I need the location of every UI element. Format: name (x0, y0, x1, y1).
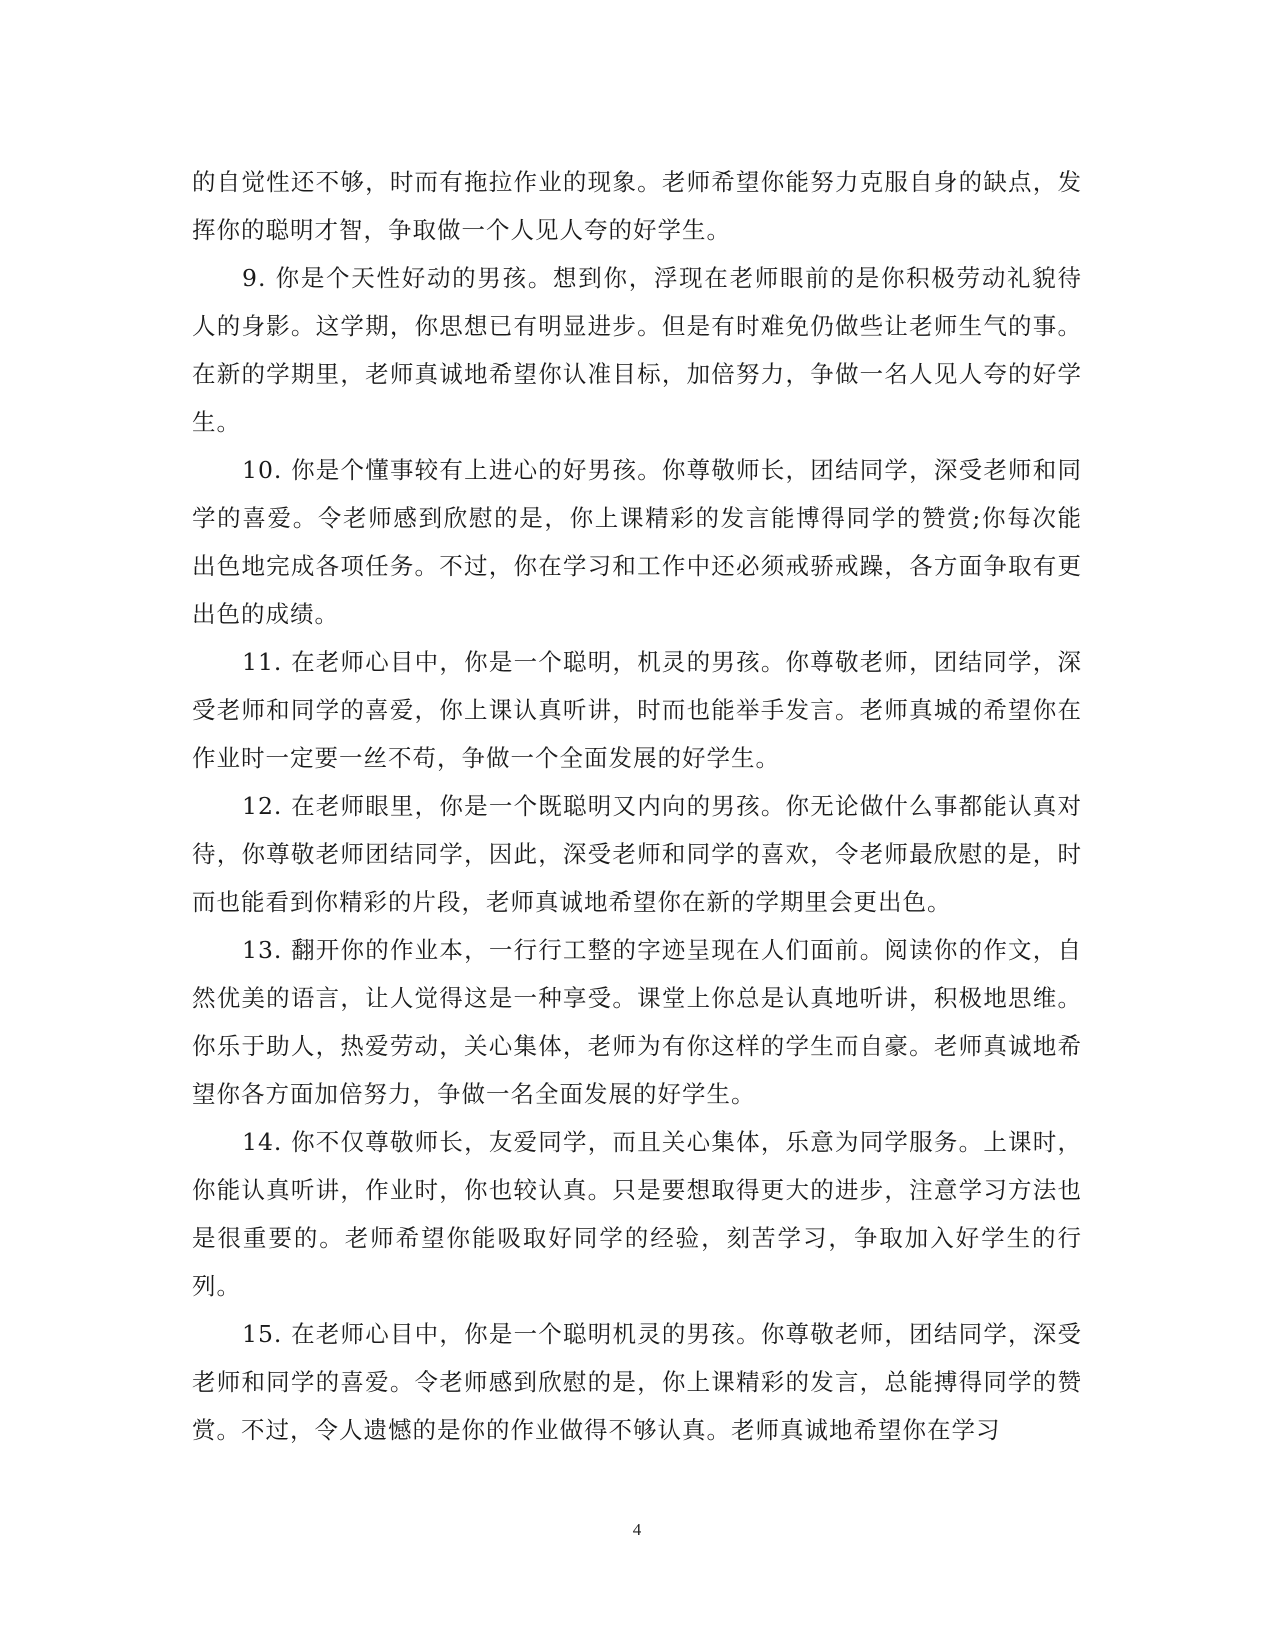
page-number: 4 (632, 1520, 642, 1539)
paragraph-item-11: 11. 在老师心目中，你是一个聪明，机灵的男孩。你尊敬老师，团结同学，深受老师和同学的喜爱，你上课认真听讲，时而也能举手发言。老师真城的希望你在作业时一定要一丝不苟，争做一个全面发展的好学生。 (192, 648, 1082, 772)
document-body (192, 158, 1082, 1454)
paragraph-item-15: 15. 在老师心目中，你是一个聪明机灵的男孩。你尊敬老师，团结同学，深受老师和同学的喜爱。令老师感到欣慰的是，你上课精彩的发言，总能搏得同学的赞赏。不过，令人遗憾的是你的作业做得不够认真。老师真诚地希望你在学习 (192, 1320, 1082, 1444)
paragraph-item-12: 12. 在老师眼里，你是一个既聪明又内向的男孩。你无论做什么事都能认真对待，你尊敬老师团结同学，因此，深受老师和同学的喜欢，令老师最欣慰的是，时而也能看到你精彩的片段，老师真诚地希望你在新的学期里会更出色。 (192, 792, 1082, 916)
paragraph-item-13: 13. 翻开你的作业本，一行行工整的字迹呈现在人们面前。阅读你的作文，自然优美的语言，让人觉得这是一种享受。课堂上你总是认真地听讲，积极地思维。你乐于助人，热爱劳动，关心集体，老师为有你这样的学生而自豪。老师真诚地希望你各方面加倍努力，争做一名全面发展的好学生。 (192, 936, 1082, 1108)
paragraph-item-10: 10. 你是个懂事较有上进心的好男孩。你尊敬师长，团结同学，深受老师和同学的喜爱。令老师感到欣慰的是，你上课精彩的发言能博得同学的赞赏;你每次能出色地完成各项任务。不过，你在学习和工作中还必须戒骄戒躁，各方面争取有更出色的成绩。 (192, 456, 1082, 628)
paragraph-item-14: 14. 你不仅尊敬师长，友爱同学，而且关心集体，乐意为同学服务。上课时，你能认真听讲，作业时，你也较认真。只是要想取得更大的进步，注意学习方法也是很重要的。老师希望你能吸取好同学的经验，刻苦学习，争取加入好学生的行列。 (192, 1128, 1082, 1300)
paragraph-continuation: 的自觉性还不够，时而有拖拉作业的现象。老师希望你能努力克服自身的缺点，发挥你的聪明才智，争取做一个人见人夸的好学生。 (192, 168, 1082, 244)
paragraph-item-9: 9. 你是个天性好动的男孩。想到你，浮现在老师眼前的是你积极劳动礼貌待人的身影。这学期，你思想已有明显进步。但是有时难免仍做些让老师生气的事。在新的学期里，老师真诚地希望你认准目标，加倍努力，争做一名人见人夸的好学生。 (192, 264, 1082, 436)
